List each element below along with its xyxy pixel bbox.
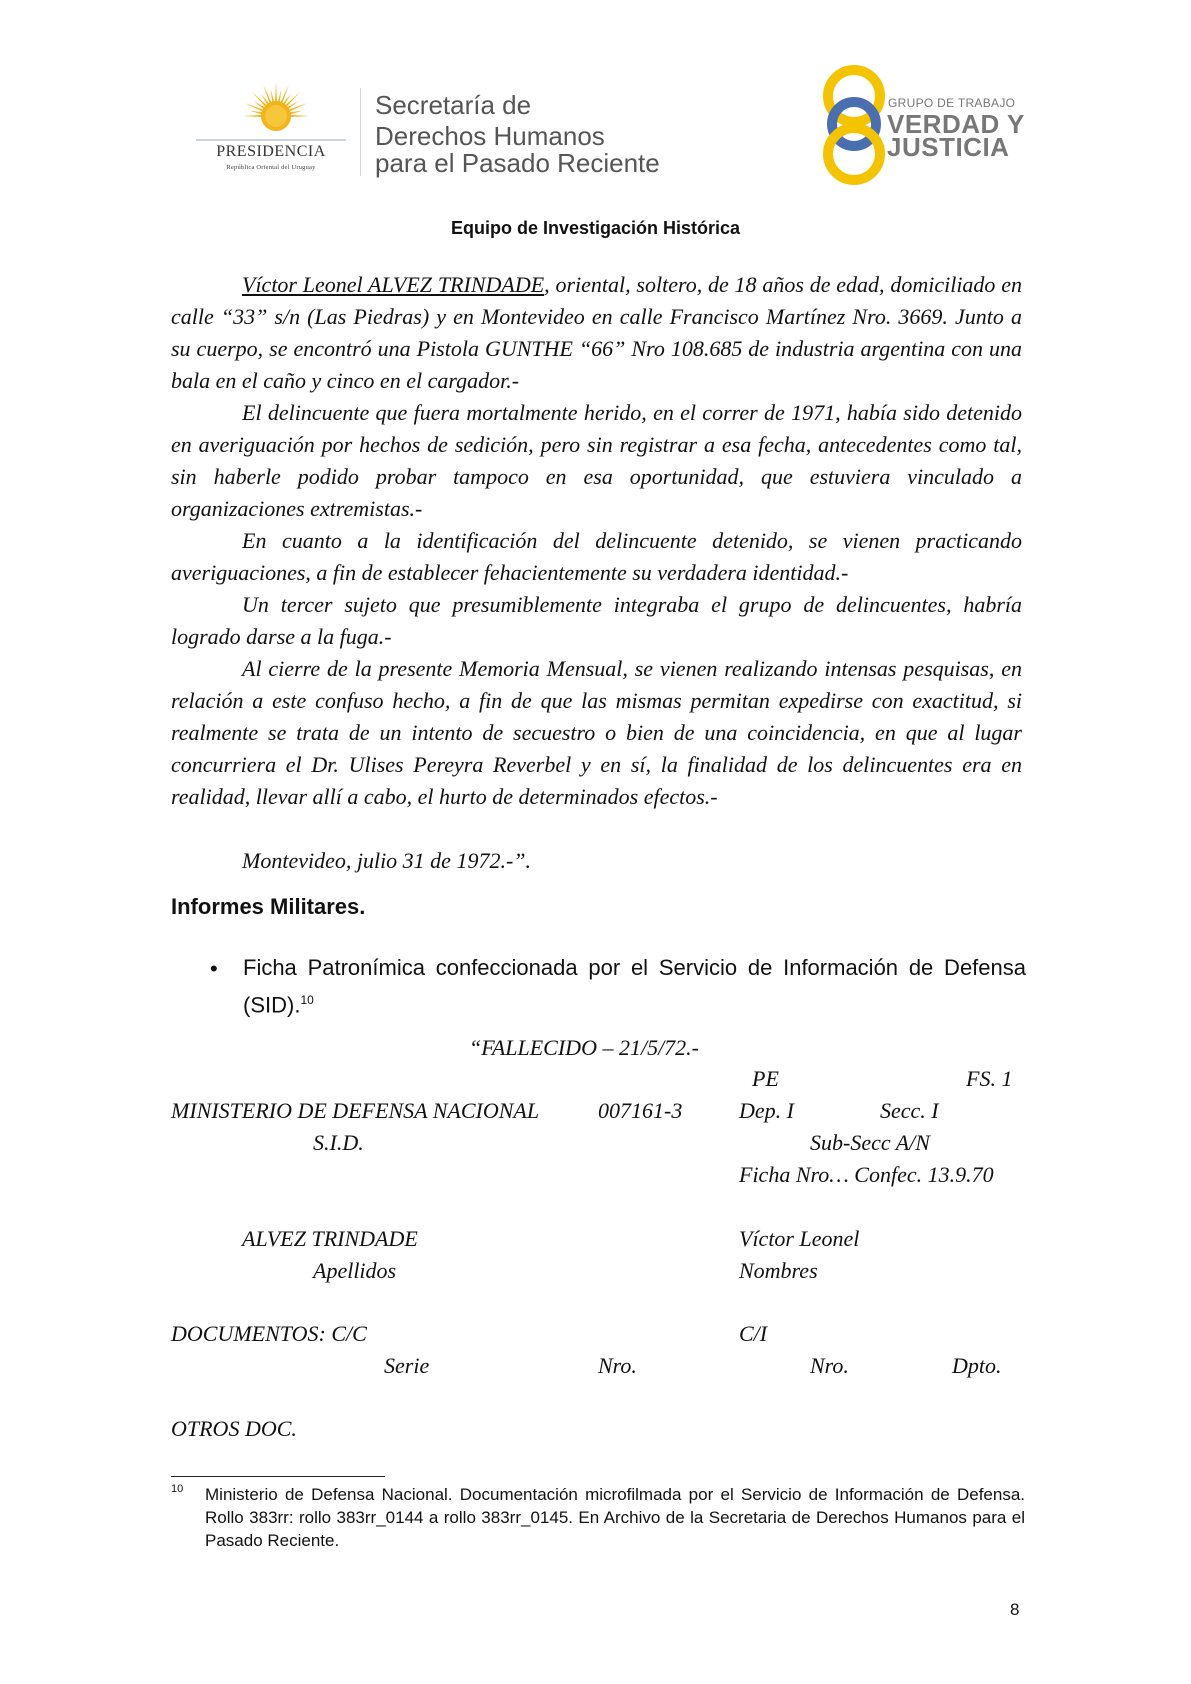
ficha-documentos: DOCUMENTOS: C/C — [171, 1321, 367, 1346]
footnote-divider — [171, 1476, 385, 1477]
ficha-ministerio: MINISTERIO DE DEFENSA NACIONAL — [171, 1098, 540, 1123]
grupo-trabajo-label: GRUPO DE TRABAJO — [888, 96, 1016, 110]
secretaria-line-3: para el Pasado Reciente — [375, 148, 660, 178]
ficha-secc: Secc. I — [880, 1098, 939, 1123]
secretaria-line-1: Secretaría de — [375, 90, 532, 120]
ficha-serie: Serie — [384, 1353, 430, 1378]
ficha-dep: Dep. I — [739, 1098, 794, 1123]
paragraph-6-date: Montevideo, julio 31 de 1972.-”. — [242, 848, 532, 873]
paragraph-3: En cuanto a la identificación del delincuente detenido, se vienen practicando averiguaciones, a fin de establecer fehacientemente su verdadera identidad.- — [171, 528, 1022, 585]
bullet-item-text: Ficha Patronímica confeccionada por el Servicio de Información de Defensa (SID). — [243, 955, 1026, 1018]
bullet-item — [243, 952, 1026, 1021]
ficha-fs: FS. 1 — [966, 1066, 1013, 1091]
page-number: 8 — [1010, 1600, 1020, 1619]
ficha-subsecc: Sub-Secc A/N — [810, 1130, 930, 1155]
ficha-fallecido: “FALLECIDO – 21/5/72.- — [469, 1035, 700, 1060]
justicia-label: JUSTICIA — [887, 132, 1010, 162]
bullet-icon: • — [210, 956, 218, 981]
paragraph-1-text: , oriental, soltero, de 18 años de edad, domiciliado en calle “33” s/n (Las Piedras) y en Montevideo en calle Francisco Martínez Nro. 3669. Junto a su cuerpo, se encontró una Pistola GUNTHE “66” Nro 108.685 de industria argentina con una bala en el caño y cinco en el cargador.- — [171, 272, 1022, 393]
ficha-apellidos-label: Apellidos — [313, 1258, 397, 1283]
footnote-text: Ministerio de Defensa Nacional. Documentación microfilmada por el Servicio de Información de Defensa. Rollo 383rr: rollo 383rr_0144 a rollo 383rr_0145. En Archivo de la Secretaria de Derechos Humanos para el Pasado Reciente. — [205, 1485, 1025, 1550]
presidencia-subtitle: República Oriental del Uruguay — [226, 164, 316, 171]
ficha-nro-confec: Ficha Nro… Confec. 13.9.70 — [739, 1162, 994, 1187]
ficha-apellidos-value: ALVEZ TRINDADE — [242, 1226, 418, 1251]
ficha-nombres-value: Víctor Leonel — [739, 1226, 860, 1251]
ficha-pe: PE — [752, 1066, 779, 1091]
ficha-ci: C/I — [739, 1321, 768, 1346]
ficha-otros-doc: OTROS DOC. — [171, 1416, 297, 1441]
ficha-nombres-label: Nombres — [739, 1258, 818, 1283]
verdad-label: VERDAD Y — [887, 109, 1025, 139]
header-divider — [360, 88, 361, 176]
paragraph-4: Un tercer sujeto que presumiblemente integraba el grupo de delincuentes, habría logrado darse a la fuga.- — [171, 592, 1022, 649]
presidencia-name: PRESIDENCIA — [216, 143, 326, 160]
victim-name: Víctor Leonel ALVEZ TRINDADE — [242, 272, 545, 297]
paragraph-1 — [171, 269, 1022, 397]
ficha-sid: S.I.D. — [313, 1130, 364, 1155]
ficha-nro-2: Nro. — [810, 1353, 849, 1378]
footnote-number: 10 — [171, 1483, 184, 1495]
team-title: Equipo de Investigación Histórica — [450, 218, 741, 238]
secretaria-line-2: Derechos Humanos — [375, 121, 605, 151]
paragraph-5: Al cierre de la presente Memoria Mensual, se vienen realizando intensas pesquisas, en relación a este confuso hecho, a fin de que las mismas permitan expedirse con exactitud, si realmente se trata de un intento de secuestro o bien de una coincidencia, en que al lugar concurriera el Dr. Ulises Pereyra Reverbel y en sí, la finalidad de los delincuentes era en realidad, llevar allí a cabo, el hurto de determinados efectos.- — [171, 656, 1022, 809]
section-heading: Informes Militares. — [171, 894, 366, 919]
ficha-nro-1: Nro. — [598, 1353, 637, 1378]
ficha-dpto: Dpto. — [952, 1353, 1002, 1378]
footnote-ref: 10 — [300, 993, 314, 1007]
ficha-numero: 007161-3 — [598, 1098, 683, 1123]
paragraph-2: El delincuente que fuera mortalmente herido, en el correr de 1971, había sido detenido en averiguación por hechos de sedición, pero sin registrar a esa fecha, antecedentes como tal, sin haberle podido probar tampoco en esa oportunidad, que estuviera vinculado a organizaciones extremistas.- — [171, 400, 1022, 521]
